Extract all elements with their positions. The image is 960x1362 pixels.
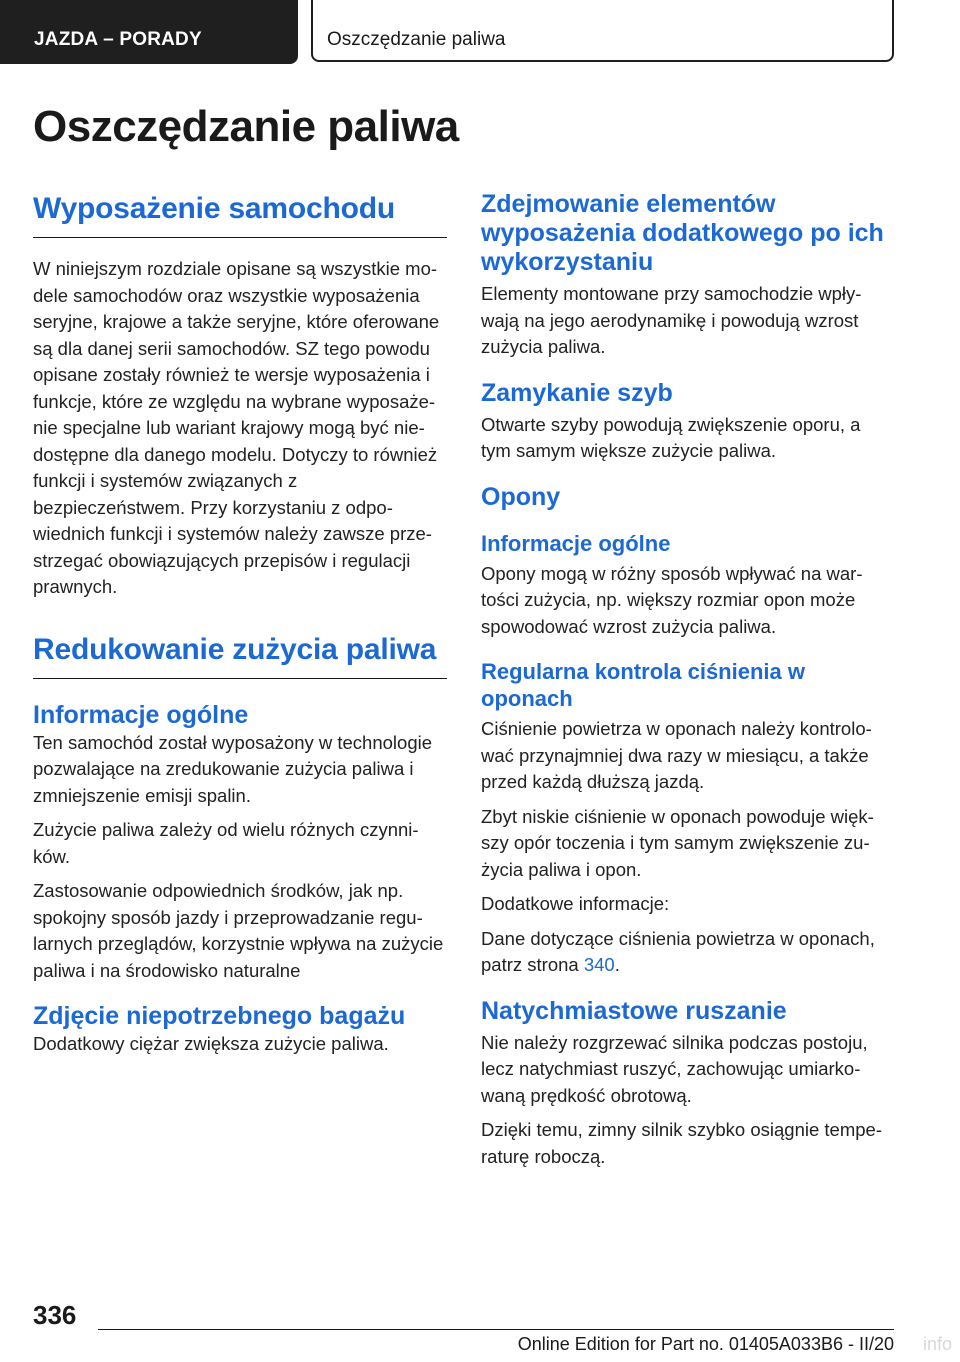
- watermark: info: [922, 1334, 952, 1354]
- heading-immediate-start: Natychmiastowe ruszanie: [481, 996, 787, 1025]
- paragraph-factors: Zużycie paliwa zależy od wielu różnych czynników.: [33, 819, 419, 867]
- header-chapter-label: Oszczędzanie paliwa: [327, 29, 506, 50]
- paragraph-pressure-check: Ciśnienie powietrza w oponach należy kontrolować przynajmniej dwa razy w miesiącu, a także przed każdą dłuższą jazdą.: [481, 718, 872, 792]
- paragraph-low-pressure: Zbyt niskie ciśnienie w oponach powoduje większy opór toczenia i tym samym zwiększenie zużycia paliwa i opon.: [481, 805, 874, 880]
- paragraph-tyres-general: Opony mogą w różny sposób wpływać na wartości zużycia, np. większy rozmiar opon może spowodować wzrost zużycia paliwa.: [481, 562, 863, 637]
- paragraph-accessories: Elementy montowane przy samochodzie wpływają na jego aerodynamikę i powodują wzrost zużycia paliwa.: [481, 283, 862, 357]
- heading-reducing-consumption: Redukowanie zużycia paliwa: [33, 631, 447, 679]
- paragraph-measures: Zastosowanie odpowiednich środków, jak np. spokojny sposób jazdy i przeprowadzanie regularnych przeglądów, korzystnie wpływa na zużycie paliwa i na środowisko naturalne: [33, 880, 444, 981]
- page-link-340[interactable]: 340: [583, 954, 615, 975]
- footer-divider: [98, 1329, 894, 1330]
- subheading-general-info: Informacje ogólne: [33, 700, 249, 729]
- heading-vehicle-equipment: Wyposażenie samochodu: [33, 190, 447, 238]
- page-number: 336: [33, 1300, 77, 1330]
- paragraph-technology: Ten samochód został wyposażony w technologie pozwalające na zredukowanie zużycia paliwa i zmniejszenie emisji spalin.: [33, 731, 433, 806]
- right-column: [481, 190, 893, 1170]
- header-chapter-tab: [311, 0, 894, 62]
- subheading-tyres-general: Informacje ogólne: [481, 530, 671, 556]
- heading-remove-accessories: Zdejmowanie elementów wyposażenia dodatkowego po ich wykorzystaniu: [481, 190, 884, 276]
- header-section-label: JAZDA – PORADY: [34, 29, 202, 50]
- page-title: Oszczędzanie paliwa: [33, 102, 459, 151]
- pressure-reference-text: Dane dotyczące ciśnienia powietrza w oponach, patrz strona: [481, 927, 875, 975]
- paragraph-vehicle-equipment: W niniejszym rozdziale opisane są wszystkie modele samochodów oraz wszystkie wyposażenia seryjne, krajowe a także seryjne, które oferowane są dla danej serii samochodów. SZ tego powodu opisane zostały również te wersje wyposażenia i funkcje, które ze względu na wybrane wyposażenie specjalne lub wariant krajowy mogą być niedostępne dla danego modelu. Dotyczy to również funkcji i systemów związanych z bezpieczeństwem. Przy korzystaniu z odpowiednich funkcji i systemów należy zawsze przestrzegać obowiązujących przepisów i regulacji prawnych.: [33, 258, 440, 597]
- pressure-reference-end: .: [614, 954, 620, 975]
- header-section-tab: [0, 0, 298, 64]
- paragraph-pressure-reference: [481, 926, 893, 979]
- subheading-tyre-pressure: Regularna kontrola ciśnienia w oponach: [481, 659, 805, 711]
- paragraph-additional-info: Dodatkowe informacje:: [481, 893, 670, 914]
- paragraph-operating-temperature: Dzięki temu, zimny silnik szybko osiągnie temperaturę roboczą.: [481, 1119, 882, 1167]
- heading-tyres: Opony: [481, 482, 561, 511]
- paragraph-no-idle-warmup: Nie należy rozgrzewać silnika podczas postoju, lecz natychmiast ruszyć, zachowując umiarkowaną prędkość obrotową.: [481, 1031, 868, 1106]
- paragraph-luggage: Dodatkowy ciężar zwiększa zużycie paliwa.: [33, 1033, 389, 1054]
- subheading-luggage: Zdjęcie niepotrzebnego bagażu: [33, 1002, 406, 1030]
- footer-edition: Online Edition for Part no. 01405A033B6 - II/20: [517, 1334, 894, 1354]
- left-column: [33, 190, 447, 1058]
- paragraph-windows: Otwarte szyby powodują zwiększenie oporu, a tym samym większe zużycie paliwa.: [481, 413, 861, 461]
- heading-closing-windows: Zamykanie szyb: [481, 378, 673, 407]
